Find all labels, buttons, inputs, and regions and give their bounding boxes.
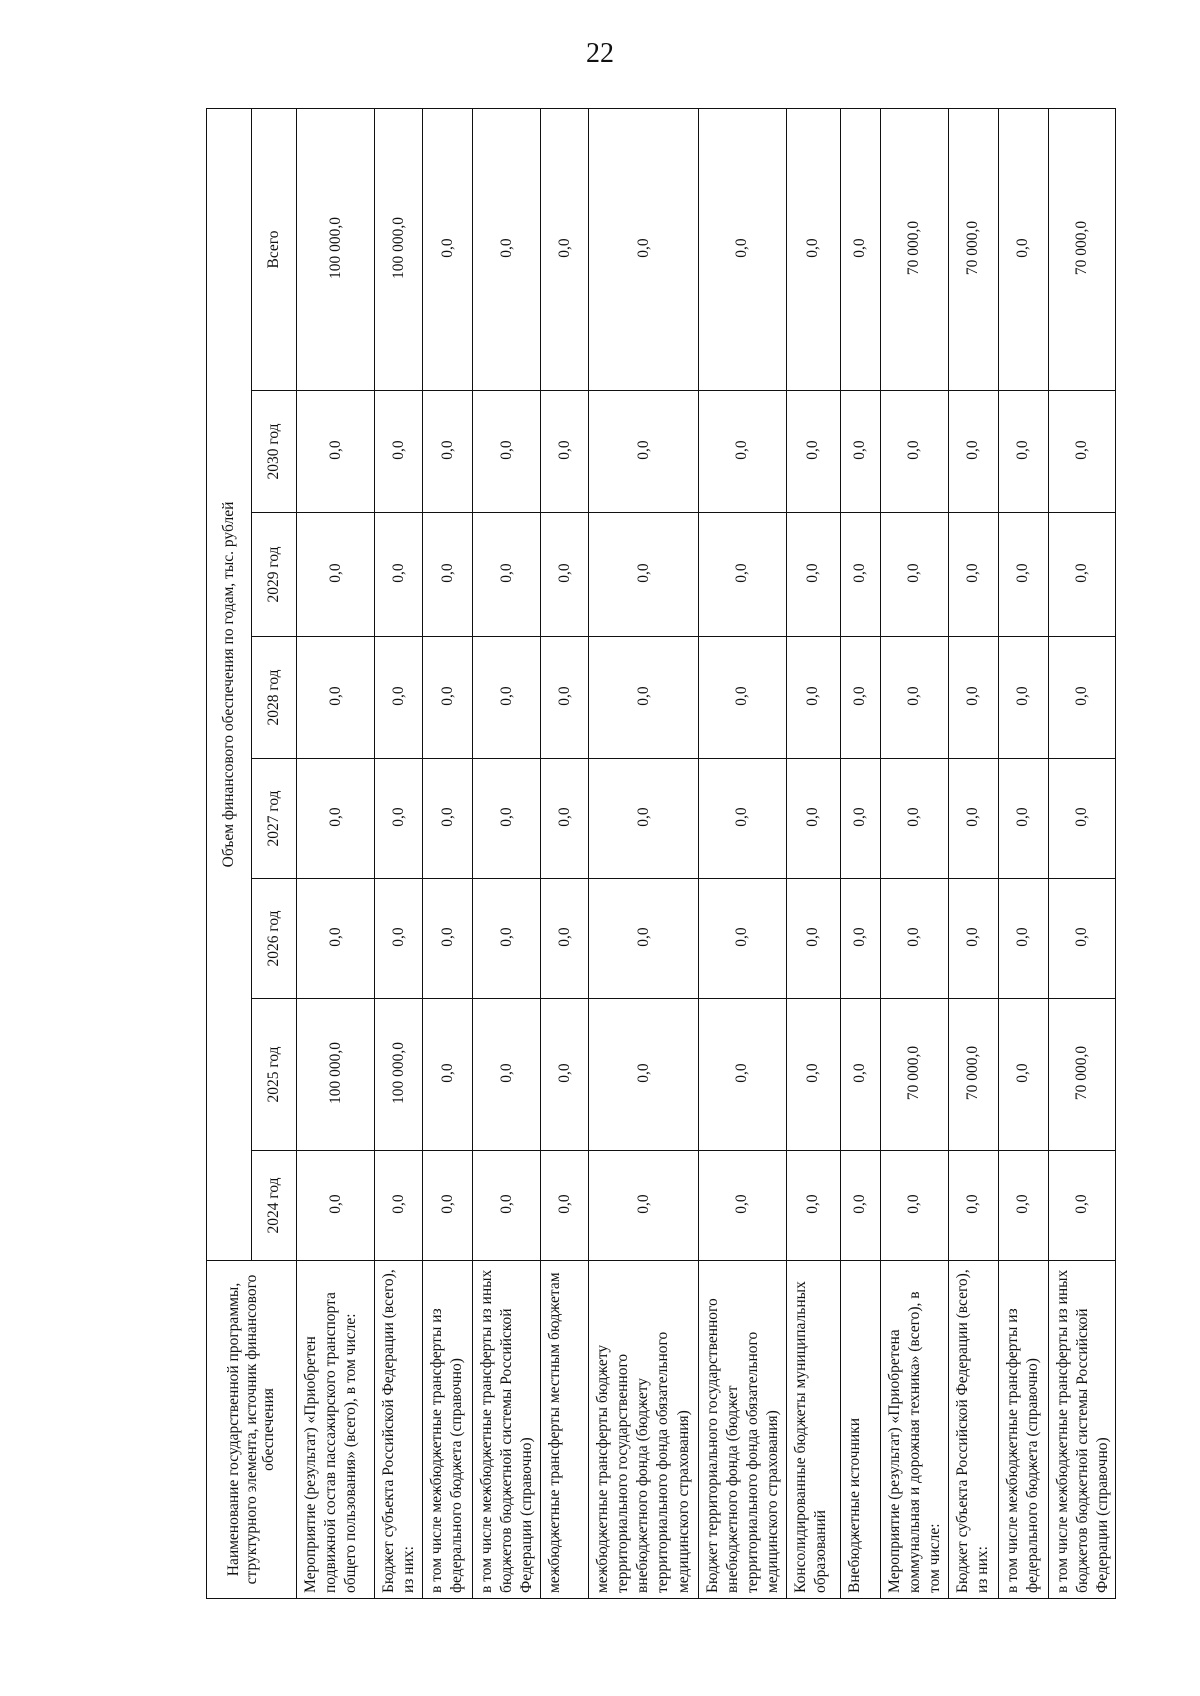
value-cell: 0,0	[589, 999, 699, 1151]
row-name-cell: Внебюджетные источники	[840, 1261, 880, 1599]
page-number: 22	[586, 38, 614, 69]
value-cell: 0,0	[840, 999, 880, 1151]
value-cell: 0,0	[297, 637, 375, 759]
row-name-cell: межбюджетные трансферты бюджету территориального государственного внебюджетного фонда (бюджету территориального фонда обязательного медицинского страхования)	[589, 1261, 699, 1599]
value-cell: 0,0	[880, 391, 948, 513]
value-cell: 0,0	[948, 759, 998, 879]
value-cell: 0,0	[840, 391, 880, 513]
table-row	[998, 109, 1048, 1599]
row-name-cell: Бюджет субъекта Российской Федерации (всего), из них:	[375, 1261, 423, 1599]
value-cell: 0,0	[589, 109, 699, 391]
row-name-cell: межбюджетные трансферты местным бюджетам	[541, 1261, 589, 1599]
value-cell: 0,0	[998, 879, 1048, 999]
row-name-cell: Мероприятие (результат) «Приобретен подвижной состав пассажирского транспорта общего пользования» (всего), в том числе:	[297, 1261, 375, 1599]
value-cell: 0,0	[786, 391, 840, 513]
value-cell: 0,0	[473, 879, 541, 999]
value-cell: 0,0	[880, 637, 948, 759]
value-cell: 0,0	[473, 759, 541, 879]
value-cell: 0,0	[473, 1151, 541, 1261]
value-cell: 0,0	[423, 1151, 473, 1261]
value-cell: 0,0	[948, 391, 998, 513]
row-name-cell: Консолидированные бюджеты муниципальных образований	[786, 1261, 840, 1599]
table-row	[1048, 109, 1115, 1599]
value-cell: 0,0	[699, 391, 787, 513]
value-cell: 0,0	[589, 1151, 699, 1261]
value-cell: 0,0	[297, 759, 375, 879]
row-name-cell: в том числе межбюджетные трансферты из федерального бюджета (справочно)	[998, 1261, 1048, 1599]
value-cell: 0,0	[541, 759, 589, 879]
table-row	[423, 109, 473, 1599]
value-cell: 70 000,0	[948, 999, 998, 1151]
value-cell: 0,0	[998, 999, 1048, 1151]
table-row	[948, 109, 998, 1599]
value-cell: 70 000,0	[880, 999, 948, 1151]
value-cell: 0,0	[375, 879, 423, 999]
value-cell: 70 000,0	[1048, 999, 1115, 1151]
value-cell: 0,0	[423, 513, 473, 637]
value-cell: 0,0	[786, 1151, 840, 1261]
value-cell: 0,0	[541, 637, 589, 759]
value-cell: 0,0	[423, 391, 473, 513]
value-cell: 0,0	[541, 513, 589, 637]
value-cell: 0,0	[473, 109, 541, 391]
value-cell: 0,0	[840, 1151, 880, 1261]
value-cell: 100 000,0	[375, 109, 423, 391]
value-cell: 0,0	[699, 637, 787, 759]
value-cell: 0,0	[786, 109, 840, 391]
value-cell: 100 000,0	[375, 999, 423, 1151]
value-cell: 0,0	[998, 109, 1048, 391]
value-cell: 0,0	[699, 999, 787, 1151]
value-cell: 0,0	[589, 391, 699, 513]
header-year-6: 2030 год	[252, 391, 297, 513]
value-cell: 0,0	[423, 109, 473, 391]
value-cell: 0,0	[473, 513, 541, 637]
value-cell: 0,0	[375, 391, 423, 513]
value-cell: 0,0	[473, 999, 541, 1151]
value-cell: 0,0	[375, 759, 423, 879]
value-cell: 0,0	[840, 109, 880, 391]
value-cell: 0,0	[998, 513, 1048, 637]
value-cell: 0,0	[1048, 391, 1115, 513]
header-year-4: 2028 год	[252, 637, 297, 759]
value-cell: 0,0	[840, 759, 880, 879]
value-cell: 0,0	[423, 759, 473, 879]
value-cell: 0,0	[948, 637, 998, 759]
table-row	[880, 109, 948, 1599]
value-cell: 0,0	[998, 759, 1048, 879]
value-cell: 0,0	[297, 391, 375, 513]
value-cell: 0,0	[297, 1151, 375, 1261]
value-cell: 0,0	[840, 879, 880, 999]
rotated-table-container	[206, 109, 1111, 1599]
row-name-cell: в том числе межбюджетные трансферты из федерального бюджета (справочно)	[423, 1261, 473, 1599]
table-row	[589, 109, 699, 1599]
table-row	[541, 109, 589, 1599]
value-cell: 0,0	[998, 391, 1048, 513]
value-cell: 0,0	[840, 513, 880, 637]
value-cell: 0,0	[1048, 879, 1115, 999]
table-row	[297, 109, 375, 1599]
value-cell: 0,0	[1048, 759, 1115, 879]
header-year-2: 2026 год	[252, 879, 297, 999]
value-cell: 0,0	[948, 879, 998, 999]
header-name-column: Наименование государственной программы, структурного элемента, источник финансового обеспечения	[207, 1261, 297, 1599]
row-name-cell: в том числе межбюджетные трансферты из иных бюджетов бюджетной системы Российской Федерации (справочно)	[1048, 1261, 1115, 1599]
value-cell: 0,0	[840, 637, 880, 759]
value-cell: 0,0	[589, 513, 699, 637]
value-cell: 70 000,0	[948, 109, 998, 391]
row-name-cell: в том числе межбюджетные трансферты из иных бюджетов бюджетной системы Российской Федерации (справочно)	[473, 1261, 541, 1599]
value-cell: 0,0	[423, 879, 473, 999]
table-row	[699, 109, 787, 1599]
value-cell: 0,0	[699, 879, 787, 999]
value-cell: 0,0	[786, 879, 840, 999]
value-cell: 0,0	[998, 637, 1048, 759]
value-cell: 0,0	[786, 513, 840, 637]
table-body	[297, 109, 1116, 1599]
header-volume-group: Объем финансового обеспечения по годам, тыс. рублей	[207, 109, 252, 1261]
header-year-0: 2024 год	[252, 1151, 297, 1261]
value-cell: 0,0	[541, 109, 589, 391]
row-name-cell: Бюджет территориального государственного внебюджетного фонда (бюджет территориального фонда обязательного медицинского страхования)	[699, 1261, 787, 1599]
value-cell: 0,0	[948, 513, 998, 637]
value-cell: 0,0	[880, 513, 948, 637]
value-cell: 0,0	[589, 759, 699, 879]
value-cell: 0,0	[589, 879, 699, 999]
value-cell: 0,0	[786, 637, 840, 759]
financing-table	[206, 108, 1116, 1599]
value-cell: 0,0	[541, 391, 589, 513]
value-cell: 100 000,0	[297, 109, 375, 391]
value-cell: 0,0	[948, 1151, 998, 1261]
table-row	[840, 109, 880, 1599]
row-name-cell: Бюджет субъекта Российской Федерации (всего), из них:	[948, 1261, 998, 1599]
header-year-5: 2029 год	[252, 513, 297, 637]
value-cell: 0,0	[589, 637, 699, 759]
value-cell: 0,0	[541, 999, 589, 1151]
value-cell: 70 000,0	[880, 109, 948, 391]
value-cell: 0,0	[423, 637, 473, 759]
value-cell: 0,0	[473, 391, 541, 513]
value-cell: 0,0	[473, 637, 541, 759]
row-name-cell: Мероприятие (результат) «Приобретена коммунальная и дорожная техника» (всего), в том числе:	[880, 1261, 948, 1599]
header-year-7: Всего	[252, 109, 297, 391]
value-cell: 0,0	[375, 637, 423, 759]
value-cell: 70 000,0	[1048, 109, 1115, 391]
table-row	[375, 109, 423, 1599]
value-cell: 0,0	[297, 879, 375, 999]
value-cell: 0,0	[880, 879, 948, 999]
value-cell: 0,0	[1048, 1151, 1115, 1261]
value-cell: 0,0	[998, 1151, 1048, 1261]
value-cell: 0,0	[541, 1151, 589, 1261]
value-cell: 0,0	[541, 879, 589, 999]
header-year-1: 2025 год	[252, 999, 297, 1151]
value-cell: 100 000,0	[297, 999, 375, 1151]
value-cell: 0,0	[699, 513, 787, 637]
value-cell: 0,0	[880, 1151, 948, 1261]
value-cell: 0,0	[699, 109, 787, 391]
value-cell: 0,0	[1048, 513, 1115, 637]
value-cell: 0,0	[375, 513, 423, 637]
value-cell: 0,0	[375, 1151, 423, 1261]
value-cell: 0,0	[880, 759, 948, 879]
value-cell: 0,0	[699, 759, 787, 879]
value-cell: 0,0	[297, 513, 375, 637]
value-cell: 0,0	[699, 1151, 787, 1261]
table-row	[473, 109, 541, 1599]
value-cell: 0,0	[786, 759, 840, 879]
header-year-3: 2027 год	[252, 759, 297, 879]
value-cell: 0,0	[786, 999, 840, 1151]
value-cell: 0,0	[423, 999, 473, 1151]
value-cell: 0,0	[1048, 637, 1115, 759]
table-row	[786, 109, 840, 1599]
